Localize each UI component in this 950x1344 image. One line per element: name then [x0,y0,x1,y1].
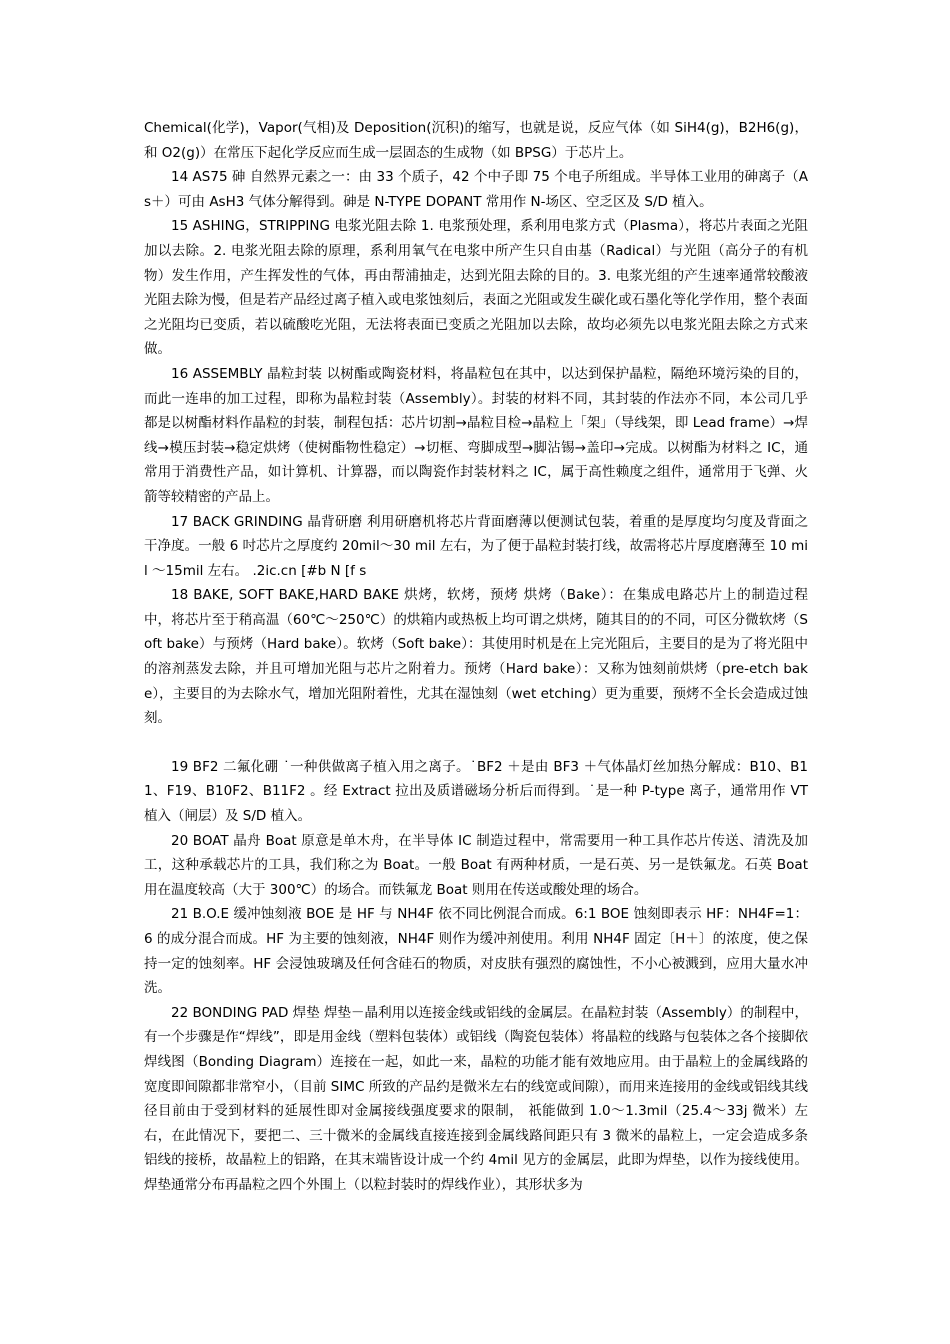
paragraph-bonding-pad: 22 BONDING PAD 焊垫 焊垫－晶利用以连接金线或铝线的金属层。在晶粒封装（Assembly）的制程中，有一个步骤是作“焊线”，即是用金线（塑料包装体）或铝线（陶瓷包装体）将晶粒的线路与包装体之各个接脚依焊线图（Bonding Diagram）连接在一起，如此一来，晶粒的功能才能有效地应用。由于晶粒上的金属线路的宽度即间隙都非常窄小，（目前 SIMC 所致的产品约是微米左右的线宽或间隙），而用来连接用的金线或铝线其线径目前由于受到材料的延展性即对金属接线强度要求的限制， 祇能做到 1.0～1.3mil（25.4～33j 微米）左右，在此情况下，要把二、三十微米的金属线直接连接到金属线路间距只有 3 微米的晶粒上，一定会造成多条铝线的接桥，故晶粒上的铝路，在其末端皆设计成一个约 4mil 见方的金属层，此即为焊垫，以作为接线使用。焊垫通常分布再晶粒之四个外围上（以粒封装时的焊线作业），其形状多为 [144,1004,808,1193]
paragraph-boat: 20 BOAT 晶舟 Boat 原意是单木舟，在半导体 IC 制造过程中，常需要用一种工具作芯片传送、清洗及加工，这种承载芯片的工具，我们称之为 Boat。一般 Boat 有两种材质，一是石英、另一是铁氟龙。石英 Boat 用在温度较高（大于 300℃）的场合。而铁氟龙 Boat 则用在传送或酸处理的场合。 [144,832,808,898]
paragraph-bake: 18 BAKE, SOFT BAKE,HARD BAKE 烘烤，软烤，预烤 烘烤（Bake）：在集成电路芯片上的制造过程中，将芯片至于稍高温（60℃～250℃）的烘箱内或热板上均可谓之烘烤，随其目的的不同，可区分微软烤（Soft bake）与预烤（Hard bake）。软烤（Soft bake）：其使用时机是在上完光阻后，主要目的是为了将光阻中的溶剂蒸发去除，并且可增加光阻与芯片之附着力。预烤（Hard bake）：又称为蚀刻前烘烤（pre-etch bake），主要目的为去除水气，增加光阻附着性，尤其在湿蚀刻（wet etching）更为重要，预烤不全长会造成过蚀刻。 [144,587,808,727]
paragraph-boe: 21 B.O.E 缓冲蚀刻液 BOE 是 HF 与 NH4F 依不同比例混合而成。6:1 BOE 蚀刻即表示 HF：NH4F=1：6 的成分混合而成。HF 为主要的蚀刻液，NH4F 则作为缓冲剂使用。利用 NH4F 固定〔H＋〕的浓度，使之保持一定的蚀刻率。HF 会浸蚀玻璃及任何含硅石的物质，对皮肤有强烈的腐蚀性，不小心被溅到，应用大量水冲洗。 [144,906,808,997]
paragraph-bf2: 19 BF2 二氟化硼 ˙一种供做离子植入用之离子。˙BF2 ＋是由 BF3 ＋气体晶灯丝加热分解成：B10、B11、F19、B10F2、B11F2 。经 Extract 拉出及质谱磁场分析后而得到。˙是一种 P-type 离子，通常用作 VT 植入（闸层）及 S/D 植入。 [144,758,808,825]
paragraph-assembly: 16 ASSEMBLY 晶粒封装 以树酯或陶瓷材料，将晶粒包在其中，以达到保护晶粒，隔绝环境污染的目的，而此一连串的加工过程，即称为晶粒封装（Assembly）。封装的材料不同，其封装的作法亦不同，本公司几乎都是以树酯材料作晶粒的封装，制程包括：芯片切割→晶粒目检→晶粒上「架」（导线架，即 Lead frame）→焊线→模压封装→稳定烘烤（使树酯物性稳定）→切框、弯脚成型→脚沾锡→盖印→完成。以树酯为材料之 IC，通常用于消费性产品，如计算机、计算器，而以陶瓷作封装材料之 IC，属于高性赖度之组件，通常用于飞弹、火箭等较精密的产品上。 [144,365,808,505]
paragraph-cvd-continued: Chemical(化学)，Vapor(气相)及 Deposition(沉积)的缩写，也就是说，反应气体（如 SiH4(g)，B2H6(g)，和 O2(g)）在常压下起化学反应而生成一层固态的生成物（如 BPSG）于芯片上。 [144,120,808,161]
paragraph-back-grinding: 17 BACK GRINDING 晶背研磨 利用研磨机将芯片背面磨薄以便测试包装，着重的是厚度均匀度及背面之干净度。一般 6 吋芯片之厚度约 20mil～30 mil 左右，为了便于晶粒封装打线，故需将芯片厚度磨薄至 10 mil ～15mil 左右。 .2ic.cn [#b N [f s [144,513,808,579]
paragraph-gap [144,731,808,755]
paragraph-as75: 14 AS75 砷 自然界元素之一：由 33 个质子，42 个中子即 75 个电子所组成。半导体工业用的砷离子（As＋）可由 AsH3 气体分解得到。砷是 N-TYPE DOPANT 常用作 N-场区、空乏区及 S/D 植入。 [144,169,808,210]
paragraph-ashing-stripping: 15 ASHING，STRIPPING 电浆光阻去除 1. 电浆预处理，系利用电浆方式（Plasma），将芯片表面之光阻加以去除。2. 电浆光阻去除的原理，系利用氧气在电浆中所产生只自由基（Radical）与光阻（高分子的有机物）发生作用，产生挥发性的气体，再由帮浦抽走，达到光阻去除的目的。3. 电浆光组的产生速率通常较酸液光阻去除为慢，但是若产品经过离子植入或电浆蚀刻后，表面之光阻或发生碳化或石墨化等化学作用，整个表面之光阻均已变质，若以硫酸吃光阻，无法将表面已变质之光阻加以去除，故均必须先以电浆光阻去除之方式来做。 [144,218,808,358]
